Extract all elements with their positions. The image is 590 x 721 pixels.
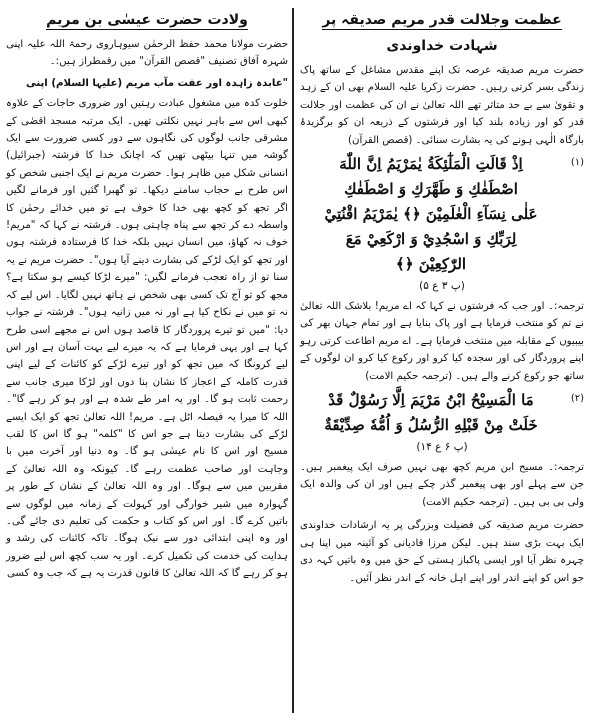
right-title-line2: شہادت خداوندی xyxy=(386,38,498,54)
verse1-line: عَلٰى نِسَآءِ الْعٰلَمِيْنَ ﴿﴾ يٰمَرْيَمُ اقْنُتِيْ xyxy=(324,205,538,224)
right-paragraph-1: حضرت مریم صدیقہ عرصہ تک اپنے مقدس مشاغل کے ساتھ پاک زندگی بسر کرتی رہیں۔ حضرت زکریا علیہ السلام بھی ان کے زہد و تقویٰ سے بے حد متاثر تھے اللہ تعالیٰ نے ان کی عظمت اور جلالت قدر کو اور زیادہ بلند کیا اور فرشتوں کے ذریعہ ان کو برگزیدۂ بارگاہ الٰہی ہونے کی یہ بشارت سنائی۔ (قصص القرآن) xyxy=(300,65,584,146)
verse1-line: اصْطَفٰكِ وَ طَهَّرَكِ وَ اصْطَفٰكِ xyxy=(344,180,518,199)
left-intro: حضرت مولانا محمد حفظ الرحمٰن سیوہاروی رحمۃ اللہ علیہ اپنی شہرہ آفاق تصنیف "قصص القرآن" میں رقمطراز ہیں:۔ xyxy=(6,39,288,68)
verse2-line: خَلَتْ مِنْ قَبْلِهِ الرُّسُلُ وَ اُمُّهٗ صِدِّيْقَةٌ xyxy=(324,416,538,435)
left-body: خلوت کدہ میں مشغول عبادت رہتیں اور ضروری حاجات کے علاوہ کبھی اس سے باہر نہیں نکلتی تھیں۔ ایک مرتبہ مسجد اقصٰی کے مشرقی جانب لوگوں کی نگاہوں سے دور کسی ضرورت سے ایک گوشہ میں تنہا بیٹھی تھیں کہ اچانک خدا کا فرشتہ (جبرائیل) انسانی شکل میں ظاہر ہوا۔ حضرت مریم نے ایک اجنبی شخص کو اس طرح بے حجاب سامنے دیکھا۔ تو گھبرا گئیں اور فرمانے لگیں اگر تجھ کو کچھ بھی خدا کا خوف ہے تو میں خدائے رحمٰن کا واسطہ دے کر تجھ سے پناہ چاہتی ہوں۔ فرشتہ نے کہا کہ "مریم! خوف نہ کھاؤ، میں انسان نہیں بلکہ خدا کا فرستادہ فرشتہ ہوں اور تجھ کو ایک لڑکے کی بشارت دینے آیا ہوں"۔ حضرت مریم نے یہ سنا تو از راہ تعجب فرمانے لگیں: "میرے لڑکا کیسے ہو سکتا ہے؟ مجھ کو تو آج تک کسی بھی شخص نے ہاتھ نہیں لگایا۔ اس لیے کہ نہ تو میں نے نکاح کیا ہے اور نہ میں زانیہ ہوں"۔ فرشتہ نے جواب دیا: "میں تو تیرے پروردگار کا قاصد ہوں اس نے مجھے اسی طرح کہا ہے اور یہی فرمایا ہے کہ یہ میرے لیے بہت آسان ہے اور اس لیے کرونگا کہ میں تجھ کو اور تیرے لڑکے کو کائنات کے لیے اپنی قدرت کاملہ کے اعجاز کا نشان بنا دوں اور لڑکا میری جانب سے رحمت ثابت ہو گا۔ اور یہ امر طے شدہ ہے اور ہو کر رہے گا"۔ اللہ کا میرا یہ فیصلہ اٹل ہے۔ مریم! اللہ تعالیٰ تجھ کو ایک ایسے لڑکے کی بشارت دیتا ہے جو اس کا "کلمہ" ہو گا اس کا لقب مسیح اور اس کا نام عیسٰی ہو گا۔ وہ دنیا اور آخرت میں با وجاہت اور صاحب عظمت رہے گا۔ کیونکہ وہ اللہ تعالیٰ کے مقربین میں سے ہوگا۔ اور وہ اللہ تعالیٰ کے نشان کے طور پر گہوارہ میں شیر خوارگی اور کہولت کے زمانہ میں لوگوں سے باتیں کرے گا۔ اور اس کو کتاب و حکمت کی تعلیم دی جائے گی۔ اور وہ اپنی ابتدائی دور سے نیک ہوگا۔ تاکہ کائنات کی رشد و ہدایت کی خدمت کی تکمیل کرے۔ اور یہ سب کچھ اس لیے ضرور ہو کر رہے گا کہ اللہ تعالیٰ کا قانون قدرت یہ ہے کہ جب وہ کسی xyxy=(6,98,288,580)
verse-number-1: (۱) xyxy=(570,157,584,169)
verse1-line: الرّٰكِعِيْنَ ﴿﴾ xyxy=(395,255,467,274)
quran-verse-2 xyxy=(300,389,584,437)
right-title-line1: عظمت وجلالت قدر مریم صدیقہ پر xyxy=(322,12,562,28)
verse2-line: مَا الْمَسِيْحُ ابْنُ مَرْيَمَ اِلَّا رَسُوْلٌ قَدْ xyxy=(328,391,534,410)
verse1-reference: (پ ۳ ع ۵) xyxy=(419,280,465,293)
right-paragraph-2: حضرت مریم صدیقہ کی فضیلت وبزرگی پر یہ ارشادات خداوندی ایک بہت بڑی سند ہیں۔ لیکن مرزا قادیانی کو آئینہ میں اپنا ہی چہرہ نظر آیا اور ایسی پاکباز ہستی کے حق میں وہ باتیں کہہ دی جو اس کو اپنے اندر اور اپنے اہل خانہ کے اندر نظر آئیں۔ xyxy=(300,520,584,584)
translation-1: ترجمہ:۔ اور جب کہ فرشتوں نے کہا کہ اے مریم! بلاشک اللہ تعالیٰ نے تم کو منتخب فرمایا ہے اور پاک بنایا ہے اور تمام جہان بھر کی بیبیوں کے مقابلہ میں منتخب فرمایا ہے۔ اے مریم اطاعت کرتی رہو اپنے پروردگار کی اور سجدہ کیا کرو اور رکوع کیا کرو ان لوگوں کے ساتھ جو رکوع کرنے والے ہیں۔ (ترجمہ حکیم الامت) xyxy=(300,301,584,382)
left-quote-title: "عابدہ زاہدہ اور عفت مآب مریم (علیہا السلام) اپنی xyxy=(26,77,288,89)
verse1-line: اِذْ قَالَتِ الْمَلٰٓئِكَةُ يٰمَرْيَمُ اِنَّ اللّٰهَ xyxy=(339,155,523,174)
verse2-reference: (پ ۶ ع ۱۴) xyxy=(416,441,468,454)
quran-verse-1 xyxy=(300,153,584,276)
left-title: ولادت حضرت عیسٰی بن مریم xyxy=(46,12,248,28)
translation-2: ترجمہ:۔ مسیح ابن مریم کچھ بھی نہیں صرف ایک پیغمبر ہیں۔ جن سے پہلے اور بھی پیغمبر گذر چکے ہیں اور ان کی والدہ ایک ولی بی بی ہیں۔ (ترجمہ حکیم الامت) xyxy=(300,462,584,508)
verse1-line: لِرَبِّكِ وَ اسْجُدِيْ وَ ارْكَعِيْ مَعَ xyxy=(345,230,517,249)
right-column xyxy=(300,6,584,591)
left-column xyxy=(6,6,288,587)
verse-number-2: (۲) xyxy=(570,393,584,405)
column-divider xyxy=(292,8,294,713)
